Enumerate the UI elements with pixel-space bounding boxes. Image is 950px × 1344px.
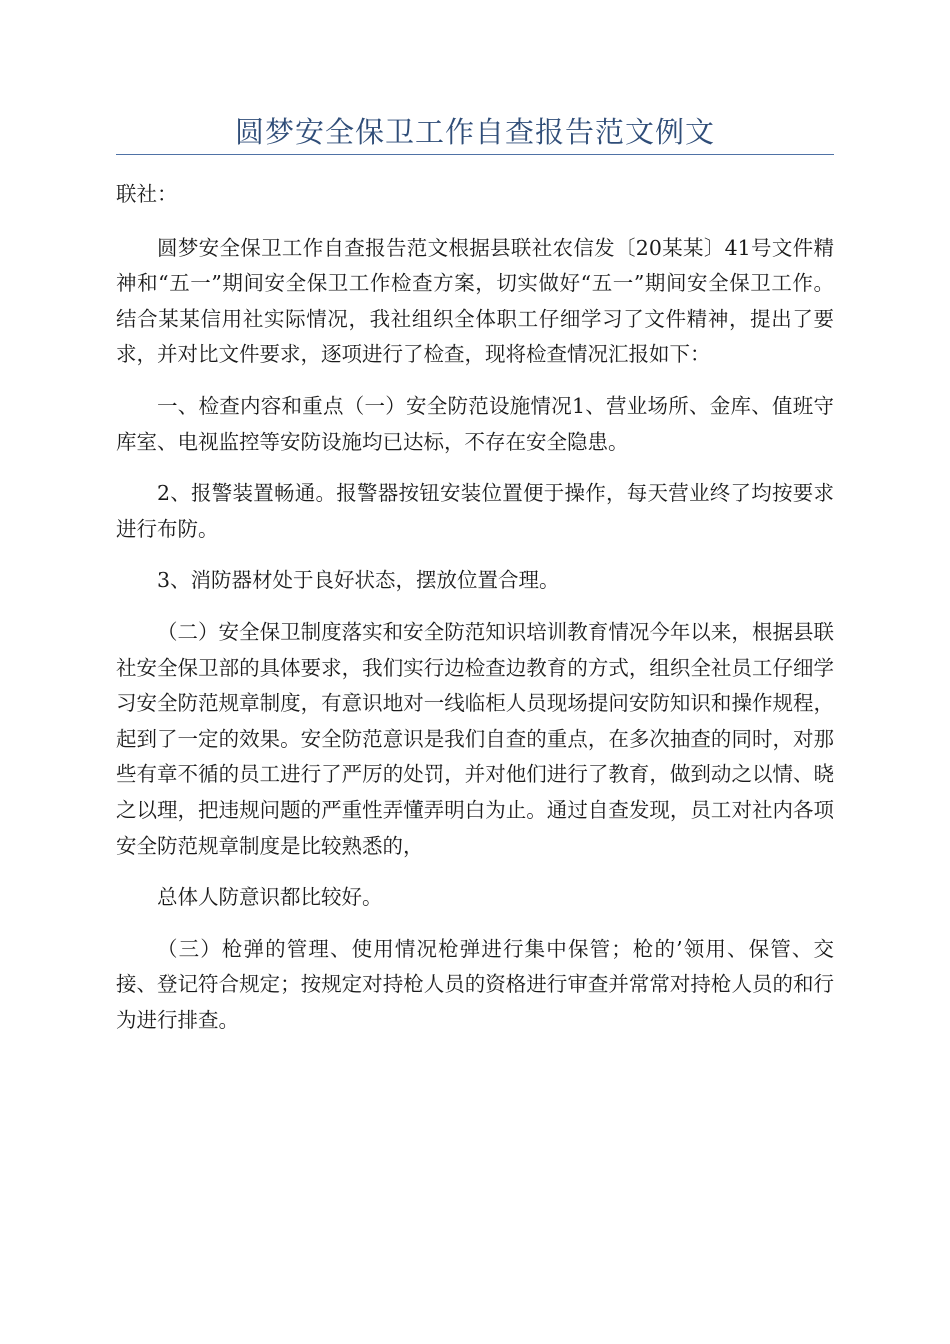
paragraph-summary: 总体人防意识都比较好。 bbox=[157, 885, 383, 910]
paragraph-item-two: 2、报警装置畅通。报警器按钮安装位置便于操作，每天营业终了均按要求进行布防。 bbox=[116, 481, 834, 541]
title-underline bbox=[116, 154, 834, 155]
document-title: 圆梦安全保卫工作自查报告范文例文 bbox=[234, 115, 715, 149]
paragraph-section-two: （二）安全保卫制度落实和安全防范知识培训教育情况今年以来，根据县联社安全保卫部的具体要求，我们实行边检查边教育的方式，组织全社员工仔细学习安全防范规章制度，有意识地对一线临柜人员现场提问安防知识和操作规程，起到了一定的效果。安全防范意识是我们自查的重点，在多次抽查的同时，对那些有章不循的员工进行了严厉的处罚，并对他们进行了教育，做到动之以情、晓之以理，把违规问题的严重性弄懂弄明白为止。通过自查发现，员工对社内各项安全防范规章制度是比较熟悉的， bbox=[116, 619, 834, 858]
paragraph-section-three: （三）枪弹的管理、使用情况枪弹进行集中保管；枪的’领用、保管、交接、登记符合规定；按规定对持枪人员的资格进行审查并常常对持枪人员的和行为进行排查。 bbox=[116, 936, 834, 1032]
paragraph-intro: 圆梦安全保卫工作自查报告范文根据县联社农信发〔20某某〕41号文件精神和“五一”期间安全保卫工作检查方案，切实做好“五一”期间安全保卫工作。结合某某信用社实际情况，我社组织全体职工仔细学习了文件精神，提出了要求，并对比文件要求，逐项进行了检查，现将检查情况汇报如下： bbox=[116, 235, 834, 367]
paragraph-section-one: 一、检查内容和重点（一）安全防范设施情况1、营业场所、金库、值班守库室、电视监控等安防设施均已达标，不存在安全隐患。 bbox=[116, 393, 834, 454]
document-body bbox=[116, 177, 834, 1038]
paragraph-item-three: 3、消防器材处于良好状态，摆放位置合理。 bbox=[157, 568, 560, 593]
salutation: 联社： bbox=[116, 182, 178, 206]
